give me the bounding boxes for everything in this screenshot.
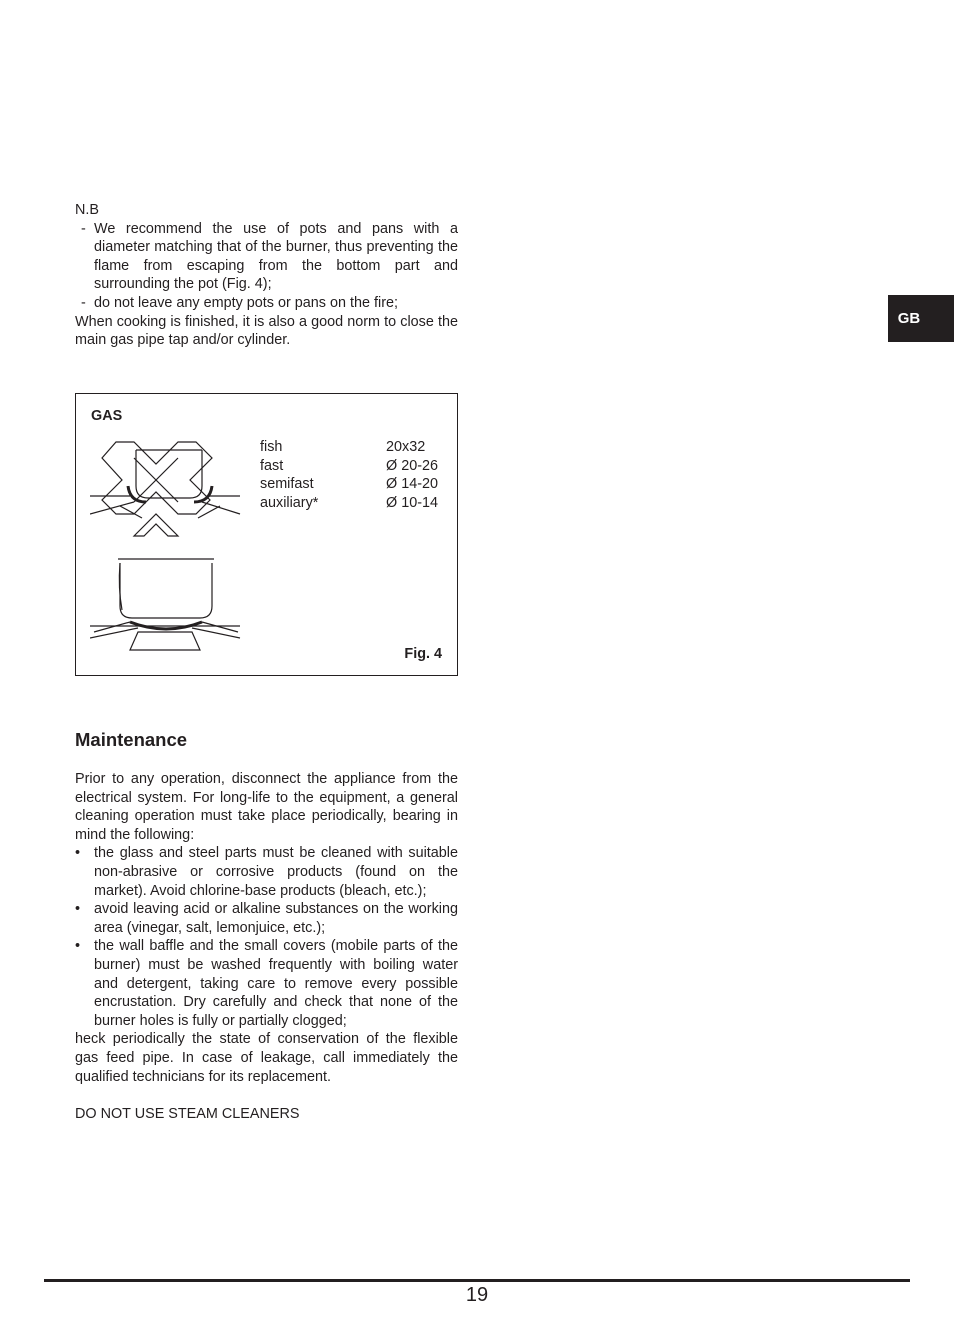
burner-name: fast — [260, 458, 284, 474]
burner-size: Ø 10-14 — [386, 495, 438, 511]
burner-size: Ø 20-26 — [386, 458, 438, 474]
nb-section — [75, 201, 458, 350]
incorrect-pot-drawing — [90, 442, 240, 536]
nb-item: - We recommend the use of pots and pans with a diameter matching that of the burner, thus preventing the flame from escaping from the bottom part and surrounding the pot (Fig. 4); — [81, 220, 458, 293]
page-number: 19 — [465, 1284, 489, 1306]
burner-size: 20x32 — [386, 439, 426, 455]
maintenance-intro: Prior to any operation, disconnect the appliance from the electrical system. For long-life to the equipment, a general cleaning operation must take place periodically, bearing in mind the following: — [75, 771, 458, 843]
figure-box — [75, 393, 458, 676]
correct-pot-drawing — [90, 559, 240, 650]
maintenance-bullet-text: the glass and steel parts must be cleaned with suitable non-abrasive or corrosive products (found on the market). Avoid chlorine-base products (bleach, etc.); — [94, 845, 458, 899]
maintenance-body — [75, 770, 458, 1123]
figure-caption: Fig. 4 — [404, 646, 442, 662]
nb-item-text: do not leave any empty pots or pans on the fire; — [94, 294, 398, 311]
figure-heading: GAS — [91, 408, 123, 424]
burner-name: fish — [260, 439, 283, 455]
burner-size: Ø 14-20 — [386, 476, 438, 492]
maintenance-bullet: • the glass and steel parts must be cleaned with suitable non-abrasive or corrosive products (found on the market). Avoid chlorine-base products (bleach, etc.); — [75, 845, 458, 899]
nb-item: - do not leave any empty pots or pans on the fire; — [81, 294, 398, 311]
language-tab-label: GB — [897, 310, 921, 327]
footer-rule — [44, 1279, 910, 1282]
burner-name: auxiliary* — [260, 495, 319, 511]
steam-cleaner-warning: DO NOT USE STEAM CLEANERS — [75, 1105, 300, 1122]
maintenance-bullet: • the wall baffle and the small covers (mobile parts of the burner) must be washed frequently with boiling water and detergent, taking care to remove every possible encrustation. Dry carefully and check that none of the burner holes is fully or partially clogged; — [75, 938, 458, 1029]
nb-closing-text: When cooking is finished, it is also a good norm to close the main gas pipe tap and/or cylinder. — [75, 313, 458, 349]
pot-burner-illustration — [90, 438, 250, 670]
maintenance-closing: heck periodically the state of conservation of the flexible gas feed pipe. In case of leakage, call immediately the qualified technicians for its replacement. — [75, 1031, 458, 1085]
nb-item-text: We recommend the use of pots and pans with a diameter matching that of the burner, thus preventing the flame from escaping from the bottom part and surrounding the pot (Fig. 4); — [94, 220, 458, 293]
maintenance-bullet-text: avoid leaving acid or alkaline substances on the working area (vinegar, salt, lemonjuice, etc.); — [94, 901, 458, 936]
language-tab — [888, 295, 954, 342]
maintenance-bullet: • avoid leaving acid or alkaline substances on the working area (vinegar, salt, lemonjuice, etc.); — [75, 901, 458, 936]
maintenance-heading: Maintenance — [75, 729, 188, 750]
nb-label: N.B — [75, 202, 99, 218]
burner-name: semifast — [260, 476, 314, 492]
maintenance-bullet-text: the wall baffle and the small covers (mobile parts of the burner) must be washed frequently with boiling water and detergent, taking care to remove every possible encrustation. Dry carefully and check that none of the burner holes is fully or partially clogged; — [94, 938, 458, 1029]
